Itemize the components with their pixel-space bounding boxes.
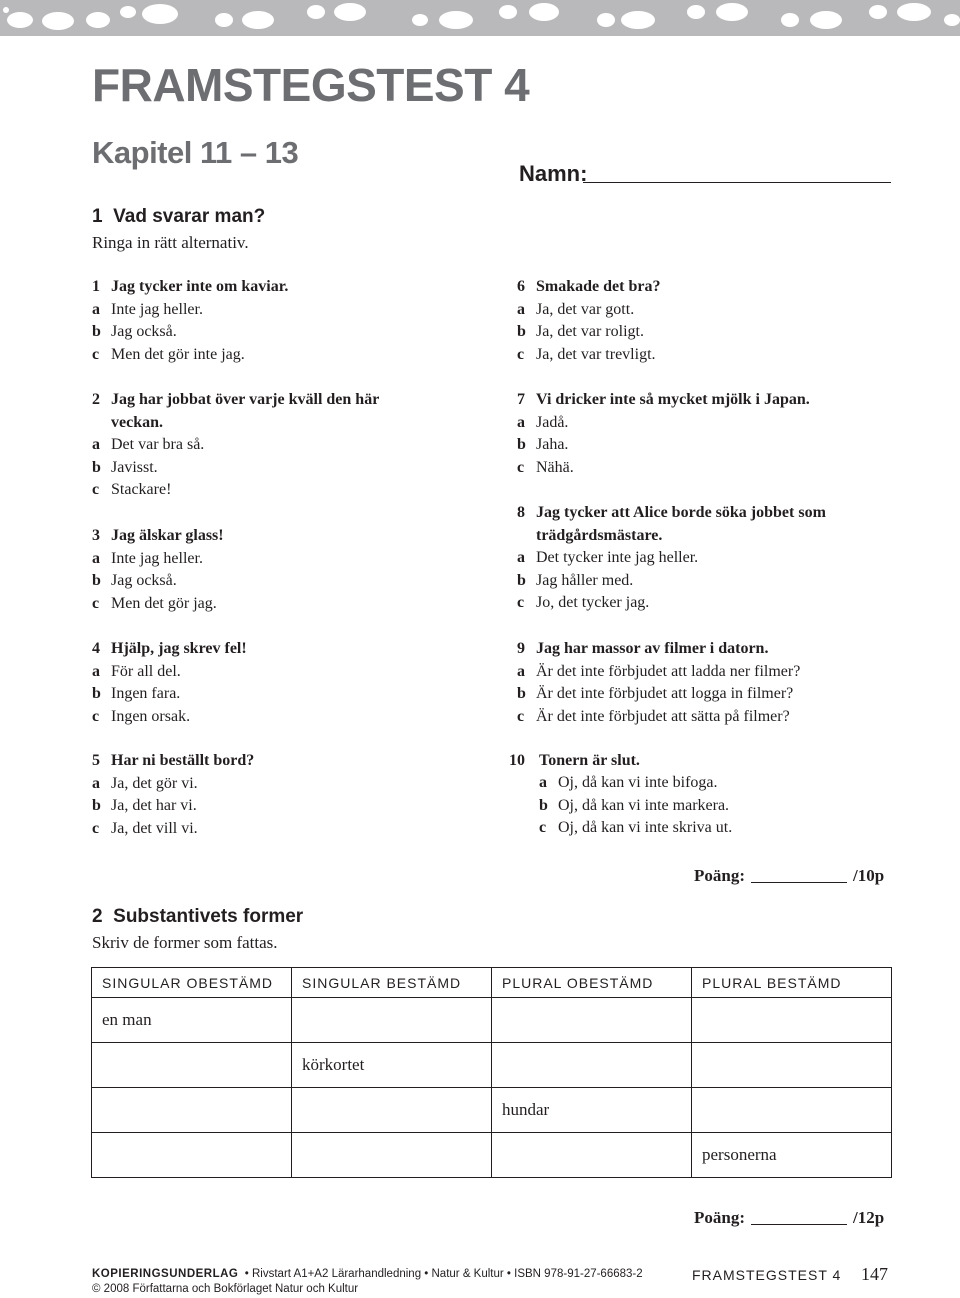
score-max: /10p [853,866,885,885]
table-row [92,998,892,1043]
section-2-title: Substantivets former [113,906,304,927]
table-row [92,1043,892,1088]
column-header: SINGULAR BESTÄMD [292,968,492,998]
table-header-row [92,968,892,998]
question-5: 5 Har ni beställt bord? a Ja, det gör vi. b Ja, det har vi. c Ja, det vill vi. [92,750,472,840]
footer-label: KOPIERINGSUNDERLAG [92,1268,239,1280]
answer-option[interactable]: c Stackare! [92,481,172,498]
answer-option[interactable]: b Ingen fara. [92,685,181,702]
answer-cell[interactable] [692,1043,892,1088]
answer-option[interactable]: c Nähä. [517,458,574,476]
answer-option[interactable]: b Jag också. [92,572,177,589]
answer-option[interactable]: c Ja, det vill vi. [92,819,198,837]
name-input-line[interactable] [583,182,891,183]
question-2: 2 Jag har jobbat över varje kväll den här veckan. a Det var bra så. b Javisst. c Stackare! [92,389,432,502]
table-row [92,1133,892,1178]
score-input-line[interactable] [751,1224,847,1225]
answer-cell[interactable] [92,1043,292,1088]
answer-cell[interactable] [292,1088,492,1133]
answer-cell[interactable] [292,998,492,1043]
section-1-title: Vad svarar man? [113,206,266,227]
footer-info [92,1267,643,1297]
answer-option[interactable]: b Jaha. [517,436,569,453]
page-title: FRAMSTEGSTEST 4 [92,59,530,111]
answer-option[interactable]: b Oj, då kan vi inte markera. [539,796,730,814]
answer-option[interactable]: b Javisst. [92,458,158,476]
section-2-number: 2 [92,906,103,927]
answer-option[interactable]: a Ja, det gör vi. [92,774,198,792]
answer-option[interactable]: c Ingen orsak. [92,707,191,725]
answer-option[interactable]: a Ja, det var gott. [517,300,635,318]
section-2-instruction: Skriv de former som fattas. [92,933,278,952]
score-label: Poäng: [694,866,745,885]
section-2-score [694,1209,884,1226]
column-header: SINGULAR OBESTÄMD [92,968,292,998]
answer-option[interactable]: b Är det inte förbjudet att logga in filmer? [517,685,794,702]
answer-option[interactable]: c Men det gör jag. [92,594,217,612]
answer-option[interactable]: a Är det inte förbjudet att ladda ner filmer? [517,662,801,680]
answer-option[interactable]: a Inte jag heller. [92,549,203,567]
question-8: 8 Jag tycker att Alice borde söka jobbet som trädgårdsmästare. a Det tycker inte jag heller. b Jag håller med. c Jo, det tycker jag. [517,502,897,615]
answer-option[interactable]: a Jadå. [517,413,569,431]
page-subtitle: Kapitel 11 – 13 [92,135,299,170]
question-10: 10 Tonern är slut. [509,752,640,769]
table-cell: en man [92,998,292,1043]
question-7: 7 Vi dricker inte så mycket mjölk i Japan. a Jadå. b Jaha. c Nähä. [517,389,897,479]
score-label: Poäng: [694,1208,745,1227]
answer-option[interactable]: a Oj, då kan vi inte bifoga. [539,774,718,791]
answer-option[interactable]: a Inte jag heller. [92,300,203,318]
answer-option[interactable]: c Är det inte förbjudet att sätta på filmer? [517,707,790,725]
answer-cell[interactable] [492,1043,692,1088]
section-1-heading [92,207,265,226]
answer-option[interactable]: b Jag också. [92,323,177,340]
footer-copyright: © 2008 Författarna och Bokförlaget Natur och Kultur [92,1283,359,1295]
answer-option[interactable]: a Det tycker inte jag heller. [517,549,699,566]
answer-option[interactable]: c Ja, det var trevligt. [517,345,656,363]
footer-test-name: FRAMSTEGSTEST 4 [692,1267,842,1283]
section-1-score [694,867,884,884]
answer-option[interactable]: c Jo, det tycker jag. [517,594,650,611]
column-header: PLURAL BESTÄMD [692,968,892,998]
name-label: Namn: [519,161,588,186]
question-1: 1 Jag tycker inte om kaviar. a Inte jag heller. b Jag också. c Men det gör inte jag. [92,276,472,366]
question-10-options [539,772,919,840]
decorative-footprint-band [0,0,960,36]
answer-option[interactable]: a För all del. [92,662,181,680]
answer-cell[interactable] [692,998,892,1043]
noun-forms-table [91,967,892,1178]
table-cell: hundar [492,1088,692,1133]
section-1-instruction: Ringa in rätt alternativ. [92,233,249,252]
question-6: 6 Smakade det bra? a Ja, det var gott. b Ja, det var roligt. c Ja, det var trevligt. [517,276,897,366]
column-header: PLURAL OBESTÄMD [492,968,692,998]
answer-cell[interactable] [492,998,692,1043]
page-number: 147 [861,1264,888,1284]
section-1-number: 1 [92,206,103,227]
answer-cell[interactable] [92,1133,292,1178]
answer-option[interactable]: b Ja, det har vi. [92,797,197,814]
score-max: /12p [853,1208,885,1227]
answer-option[interactable]: c Oj, då kan vi inte skriva ut. [539,819,733,836]
footer-publication: • Rivstart A1+A2 Lärarhandledning • Natur & Kultur • ISBN 978-91-27-66683-2 [244,1268,643,1280]
footprints-decoration [0,0,960,36]
answer-cell[interactable] [492,1133,692,1178]
table-cell: körkortet [292,1043,492,1088]
table-row [92,1088,892,1133]
answer-option[interactable]: b Ja, det var roligt. [517,323,644,340]
answer-cell[interactable] [292,1133,492,1178]
answer-option[interactable]: b Jag håller med. [517,571,634,589]
question-9: 9 Jag har massor av filmer i datorn. a Är det inte förbjudet att ladda ner filmer? b Är det inte förbjudet att logga in filmer? c Är det inte förbjudet att sätta på filmer? [517,638,897,728]
question-3: 3 Jag älskar glass! a Inte jag heller. b Jag också. c Men det gör jag. [92,525,472,615]
score-input-line[interactable] [751,882,847,883]
answer-option[interactable]: c Men det gör inte jag. [92,345,245,363]
answer-cell[interactable] [692,1088,892,1133]
section-2-heading [92,907,303,926]
table-cell: personerna [692,1133,892,1178]
answer-option[interactable]: a Det var bra så. [92,436,205,453]
question-4: 4 Hjälp, jag skrev fel! a För all del. b Ingen fara. c Ingen orsak. [92,638,472,728]
answer-cell[interactable] [92,1088,292,1133]
